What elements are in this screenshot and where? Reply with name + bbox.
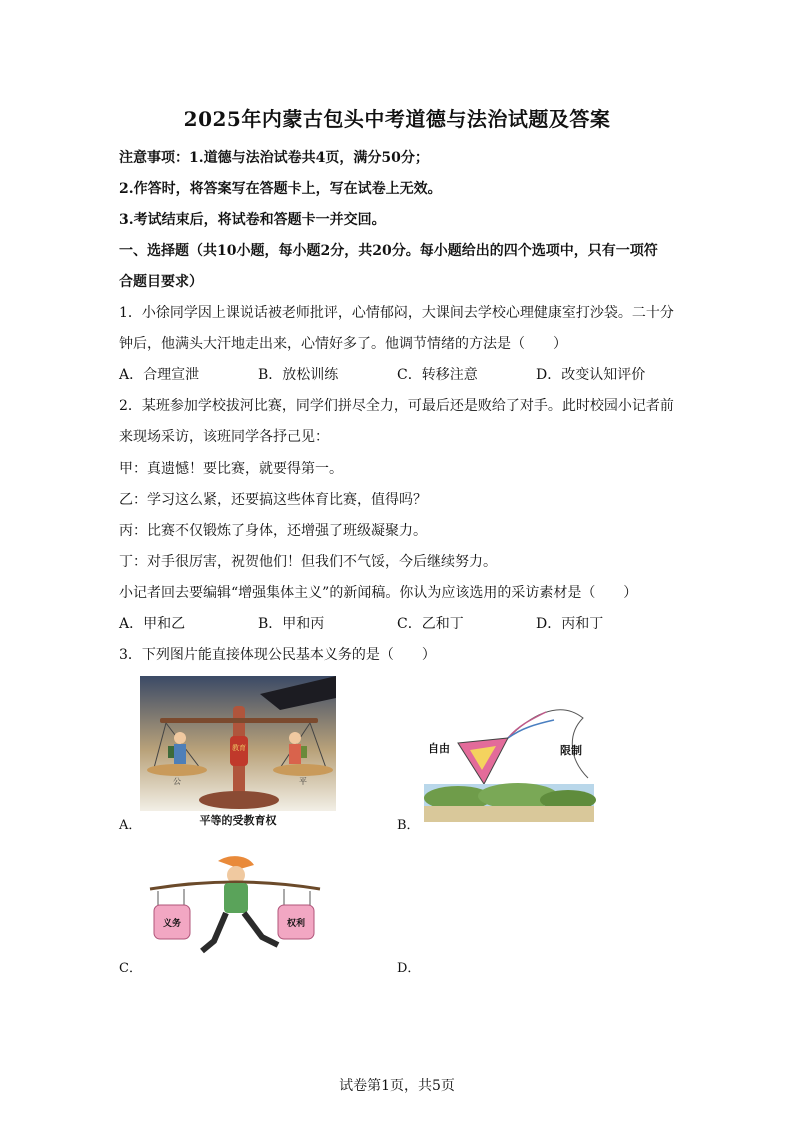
q2-option-a: A．甲和乙 xyxy=(119,616,186,632)
exam-title: 2025年内蒙古包头中考道德与法治试题及答案 xyxy=(183,107,611,131)
q1-option-a: A．合理宣泄 xyxy=(119,367,200,383)
q3-stem: 3．下列图片能直接体现公民基本义务的是（ ） xyxy=(119,647,436,663)
pillar-label: 教育 xyxy=(232,744,246,752)
q1-option-c: C．转移注意 xyxy=(397,367,478,383)
section-heading-line-1: 一、选择题（共10小题，每小题2分，共20分。每小题给出的四个选项中，只有一项符 xyxy=(119,243,658,259)
q2-opinion-bing: 丙：比赛不仅锻炼了身体，还增强了班级凝聚力。 xyxy=(119,523,427,539)
q2-opinion-ding: 丁：对手很厉害，祝贺他们！但我们不气馁，今后继续努力。 xyxy=(119,554,497,570)
notes-line-2: 2.作答时，将答案写在答题卡上，写在试卷上无效。 xyxy=(119,181,442,197)
left-pan-label: 公 xyxy=(173,777,181,786)
rights-label: 权利 xyxy=(286,919,306,929)
notes-line-3: 3.考试结束后，将试卷和答题卡一并交回。 xyxy=(119,212,386,228)
picture-a-scale xyxy=(140,676,336,828)
restriction-label: 限制 xyxy=(560,744,582,757)
obligation-label: 义务 xyxy=(162,919,182,929)
q1-line-2: 钟后，他满头大汗地走出来，心情好多了。他调节情绪的方法是（ ） xyxy=(119,336,567,352)
q2-option-b: B．甲和丙 xyxy=(258,616,325,632)
q3-label-d: D． xyxy=(397,961,421,976)
q2-question: 小记者回去要编辑“增强集体主义”的新闻稿。你认为应该选用的采访素材是（ ） xyxy=(119,585,638,601)
q2-opinion-yi: 乙：学习这么紧，还要搞这些体育比赛，值得吗？ xyxy=(119,492,427,508)
section-heading-line-2: 合题目要求） xyxy=(119,274,203,290)
freedom-label: 自由 xyxy=(428,742,450,755)
q3-label-a: A． xyxy=(119,818,142,833)
kite-illustration xyxy=(418,698,600,826)
q2-option-d: D．丙和丁 xyxy=(536,616,604,632)
q2-opinion-jia: 甲：真遗憾！要比赛，就要得第一。 xyxy=(119,461,343,477)
scale-illustration xyxy=(140,676,336,828)
q1-line-1: 1．小徐同学因上课说话被老师批评，心情郁闷，大课间去学校心理健康室打沙袋。二十分 xyxy=(119,305,674,321)
q2-line-1: 2．某班参加学校拔河比赛，同学们拼尽全力，可最后还是败给了对手。此时校园小记者前 xyxy=(119,398,674,414)
page-footer: 试卷第1页，共5页 xyxy=(339,1078,455,1094)
q3-label-b: B． xyxy=(397,818,420,833)
q3-label-c: C． xyxy=(119,961,142,976)
q1-option-b: B．放松训练 xyxy=(258,367,339,383)
pole-illustration xyxy=(144,853,324,965)
q1-option-d: D．改变认知评价 xyxy=(536,367,646,383)
q2-option-c: C．乙和丁 xyxy=(397,616,464,632)
right-pan-label: 平 xyxy=(299,777,307,786)
q2-line-2: 来现场采访，该班同学各抒己见： xyxy=(119,429,329,445)
picture-b-kite xyxy=(418,698,600,826)
notes-line-1: 注意事项：1.道德与法治试卷共4页，满分50分； xyxy=(119,150,429,166)
picture-c-balance-pole xyxy=(144,853,324,965)
picture-a-caption: 平等的受教育权 xyxy=(199,814,277,827)
